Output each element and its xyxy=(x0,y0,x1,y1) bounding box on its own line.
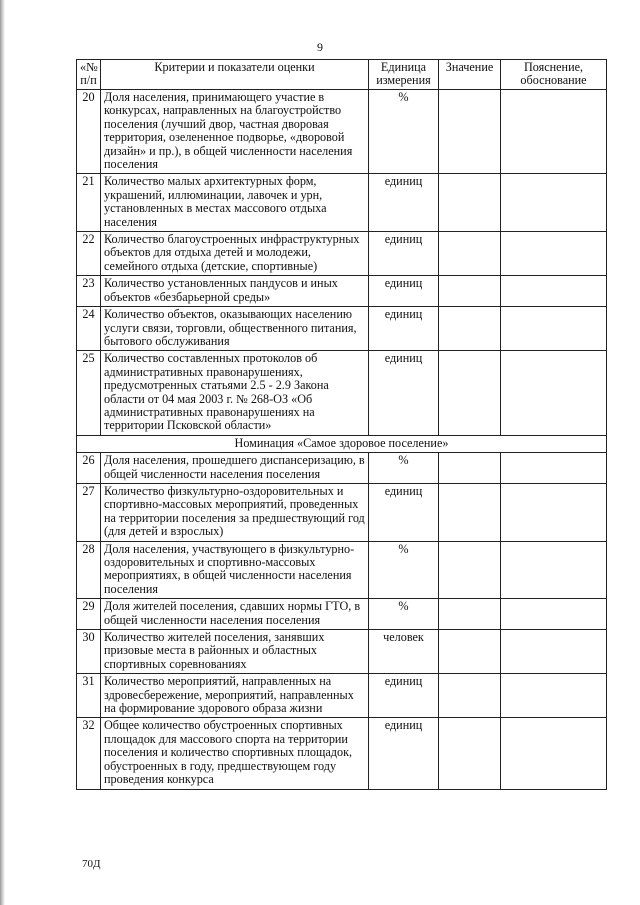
criterion-text: Количество установленных пандусов и иных объектов «безбарьерной среды» xyxy=(101,276,369,307)
row-number: 21 xyxy=(77,174,101,232)
criterion-text: Доля населения, прошедшего диспансеризацию, в общей численности населения поселения xyxy=(101,453,369,484)
unit-cell: единиц xyxy=(369,351,439,435)
unit-cell: единиц xyxy=(369,718,439,789)
row-number: 24 xyxy=(77,307,101,351)
value-cell xyxy=(439,351,501,435)
criterion-text: Доля населения, принимающего участие в конкурсах, направленных на благоустройство поселения (лучший двор, частная дворовая территория, озелененное подворье, «дворовой дизайн» и пр.), в общей численности населения поселения xyxy=(101,90,369,174)
explanation-cell xyxy=(501,307,607,351)
unit-cell: % xyxy=(369,541,439,599)
explanation-cell xyxy=(501,174,607,232)
page-number: 9 xyxy=(317,40,323,54)
row-number: 29 xyxy=(77,599,101,630)
row-number: 30 xyxy=(77,630,101,674)
unit-cell: единиц xyxy=(369,232,439,276)
table-row xyxy=(77,351,607,435)
value-cell xyxy=(439,718,501,789)
header-value: Значение xyxy=(439,60,501,90)
unit-cell: единиц xyxy=(369,483,439,541)
unit-cell: человек xyxy=(369,630,439,674)
unit-cell: единиц xyxy=(369,307,439,351)
row-number: 31 xyxy=(77,674,101,718)
value-cell xyxy=(439,541,501,599)
table-row xyxy=(77,174,607,232)
row-number: 25 xyxy=(77,351,101,435)
table-row xyxy=(77,276,607,307)
table-row xyxy=(77,541,607,599)
value-cell xyxy=(439,90,501,174)
explanation-cell xyxy=(501,276,607,307)
document-code: 70Д xyxy=(82,858,101,870)
nomination-section xyxy=(77,435,607,452)
unit-cell: % xyxy=(369,90,439,174)
row-number: 32 xyxy=(77,718,101,789)
criteria-table xyxy=(76,59,607,790)
table-row xyxy=(77,599,607,630)
criterion-text: Количество физкультурно-оздоровительных и спортивно-массовых мероприятий, проведенных на территории поселения за предшествующий год (для детей и взрослых) xyxy=(101,483,369,541)
row-number: 20 xyxy=(77,90,101,174)
criterion-text: Количество объектов, оказывающих населению услуги связи, торговли, общественного питания, бытового обслуживания xyxy=(101,307,369,351)
header-unit: Единица измерения xyxy=(369,60,439,90)
explanation-cell xyxy=(501,599,607,630)
unit-cell: % xyxy=(369,599,439,630)
table-row xyxy=(77,718,607,789)
table-row xyxy=(77,307,607,351)
value-cell xyxy=(439,174,501,232)
explanation-cell xyxy=(501,718,607,789)
value-cell xyxy=(439,674,501,718)
criterion-text: Доля жителей поселения, сдавших нормы ГТО, в общей численности населения поселения xyxy=(101,599,369,630)
criterion-text: Общее количество обустроенных спортивных площадок для массового спорта на территории поселения и количество спортивных площадок, обустроенных в году, предшествующем году проведения конкурса xyxy=(101,718,369,789)
explanation-cell xyxy=(501,453,607,484)
value-cell xyxy=(439,630,501,674)
criterion-text: Количество малых архитектурных форм, украшений, иллюминации, лавочек и урн, установленных в местах массового отдыха населения xyxy=(101,174,369,232)
row-number: 22 xyxy=(77,232,101,276)
table-row xyxy=(77,232,607,276)
unit-cell: единиц xyxy=(369,276,439,307)
table-body-b xyxy=(77,453,607,789)
explanation-cell xyxy=(501,90,607,174)
unit-cell: единиц xyxy=(369,174,439,232)
table-row xyxy=(77,630,607,674)
value-cell xyxy=(439,483,501,541)
explanation-cell xyxy=(501,483,607,541)
explanation-cell xyxy=(501,541,607,599)
value-cell xyxy=(439,307,501,351)
criterion-text: Количество благоустроенных инфраструктурных объектов для отдыха детей и молодежи, семейного отдыха (детские, спортивные) xyxy=(101,232,369,276)
unit-cell: % xyxy=(369,453,439,484)
value-cell xyxy=(439,276,501,307)
table-row xyxy=(77,453,607,484)
nomination-title: Номинация «Самое здоровое поселение» xyxy=(77,435,607,452)
table-body-a xyxy=(77,90,607,436)
header-criteria: Критерии и показатели оценки xyxy=(101,60,369,90)
row-number: 27 xyxy=(77,483,101,541)
table-row xyxy=(77,674,607,718)
nomination-row xyxy=(77,435,607,452)
row-number: 26 xyxy=(77,453,101,484)
criterion-text: Количество мероприятий, направленных на здровесбережение, мероприятий, направленных на формирование здорового образа жизни xyxy=(101,674,369,718)
table-row xyxy=(77,483,607,541)
explanation-cell xyxy=(501,351,607,435)
criterion-text: Доля населения, участвующего в физкультурно-оздоровительных и спортивно-массовых мероприятиях, в общей численности населения поселения xyxy=(101,541,369,599)
value-cell xyxy=(439,453,501,484)
explanation-cell xyxy=(501,674,607,718)
value-cell xyxy=(439,599,501,630)
explanation-cell xyxy=(501,630,607,674)
criterion-text: Количество составленных протоколов об административных правонарушениях, предусмотренных статьями 2.5 - 2.9 Закона области от 04 мая 2003 г. № 268-ОЗ «Об административных правонарушениях на территории Псковской области» xyxy=(101,351,369,435)
row-number: 23 xyxy=(77,276,101,307)
row-number: 28 xyxy=(77,541,101,599)
unit-cell: единиц xyxy=(369,674,439,718)
value-cell xyxy=(439,232,501,276)
header-explanation: Пояснение, обоснование xyxy=(501,60,607,90)
scan-edge-shadow xyxy=(0,0,5,905)
explanation-cell xyxy=(501,232,607,276)
table-header-row xyxy=(77,60,607,90)
criterion-text: Количество жителей поселения, занявших призовые места в районных и областных спортивных соревнованиях xyxy=(101,630,369,674)
table-row xyxy=(77,90,607,174)
header-number: «№ п/п xyxy=(77,60,101,90)
